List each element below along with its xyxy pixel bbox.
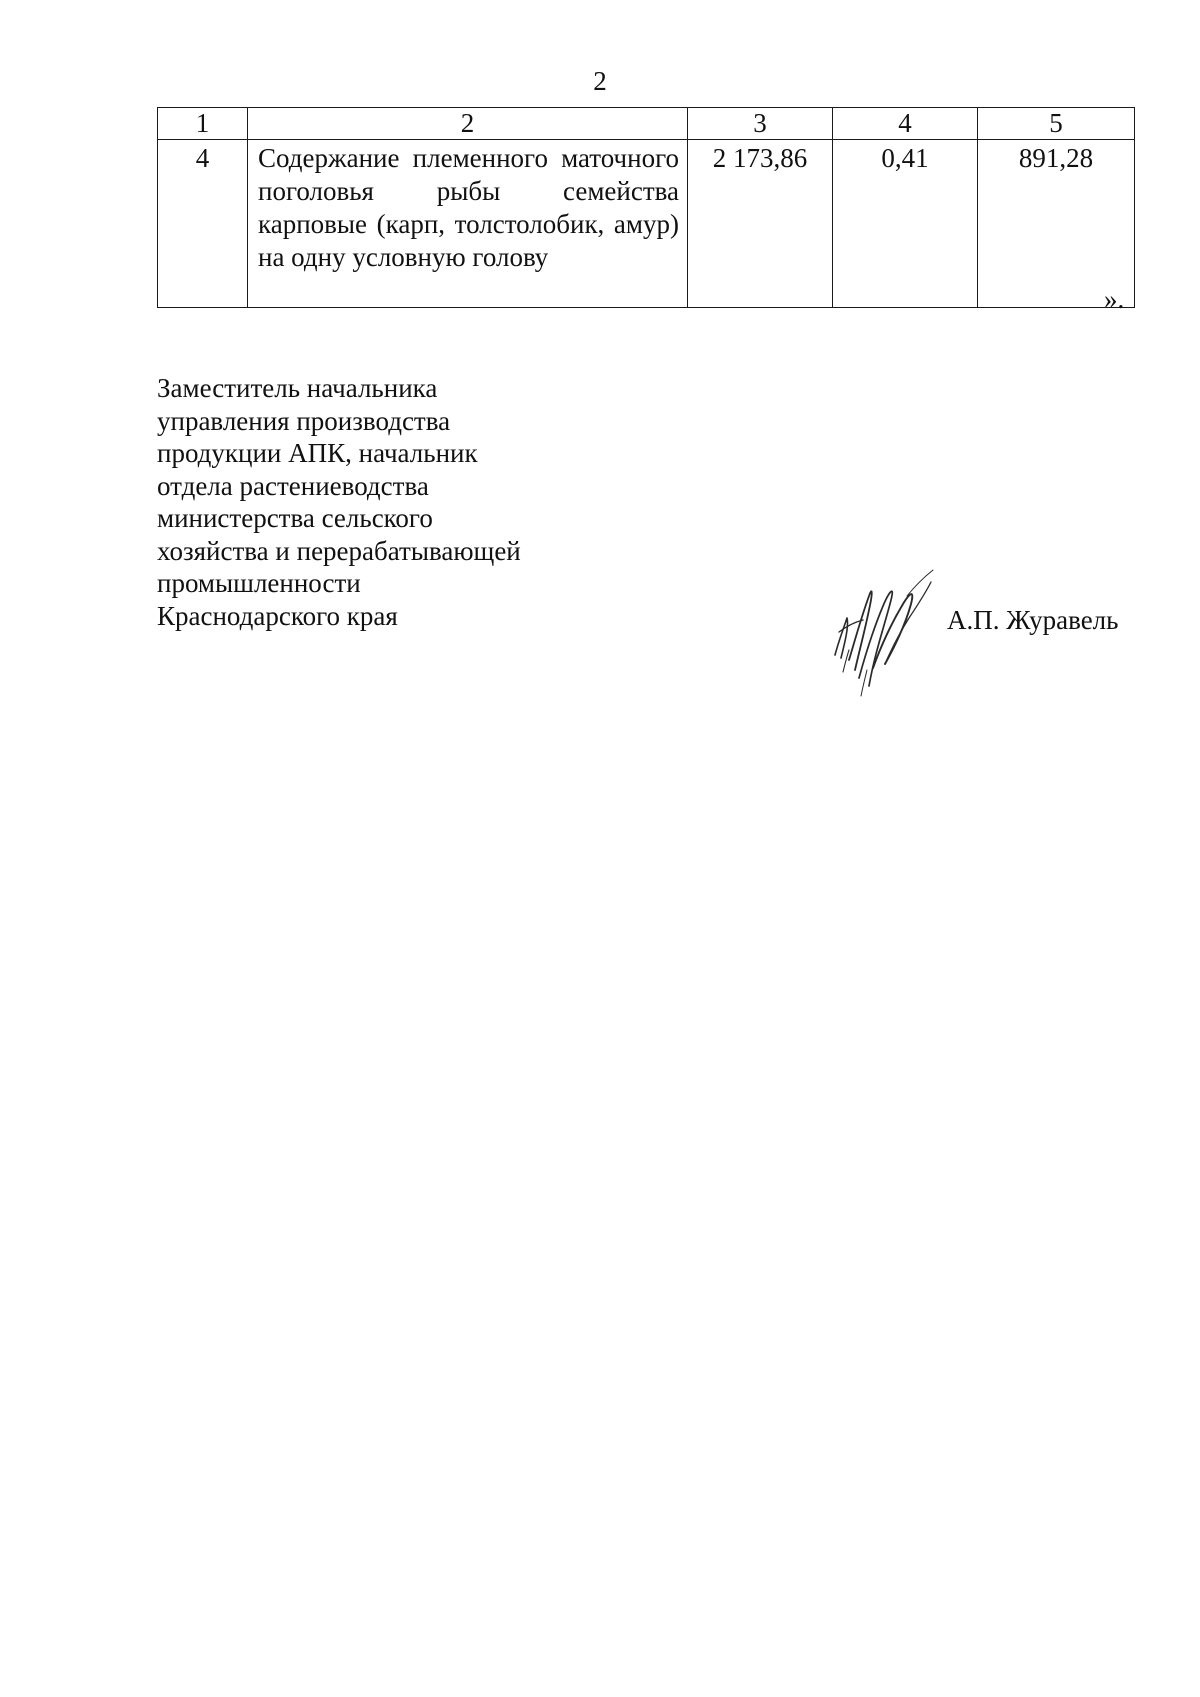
table-header-cell: 5: [978, 108, 1135, 140]
row-description-text: Содержание племенного маточного поголовья рыбы семейства карповые (карп, толстолобик, амур) на одну условную голову: [258, 143, 679, 272]
signatory-title-line: промышленности: [157, 568, 361, 598]
signatory-title-line: министерства сельского: [157, 503, 433, 533]
row-description-cell: [248, 140, 688, 308]
table-header-cell: 1: [158, 108, 248, 140]
signatory-title-line: продукции АПК, начальник: [157, 438, 478, 468]
signatory-title-line: управления производства: [157, 405, 451, 436]
signatory-title-line: Краснодарского края: [157, 600, 398, 631]
table-header-row: [158, 108, 1135, 140]
table-row: [158, 140, 1135, 308]
row-col4-cell: 0,41: [833, 140, 978, 308]
row-number-cell: 4: [158, 140, 248, 308]
row-col5-cell: 891,28: [978, 140, 1135, 308]
closing-quote: ».: [1104, 284, 1125, 314]
signatory-title: [157, 372, 717, 632]
signatory-title-line: хозяйства и перерабатывающей: [157, 535, 521, 566]
table-header-cell: 4: [833, 108, 978, 140]
data-table: [157, 107, 1135, 308]
row-col3-cell: 2 173,86: [688, 140, 833, 308]
handwritten-signature: [825, 560, 955, 700]
page-number: 2: [593, 66, 607, 96]
signatory-title-line: отдела растениеводства: [157, 470, 429, 501]
signatory-name: А.П. Журавель: [947, 605, 1119, 635]
table-header-cell: 2: [248, 108, 688, 140]
signatory-title-line: Заместитель начальника: [157, 373, 438, 403]
table-header-cell: 3: [688, 108, 833, 140]
